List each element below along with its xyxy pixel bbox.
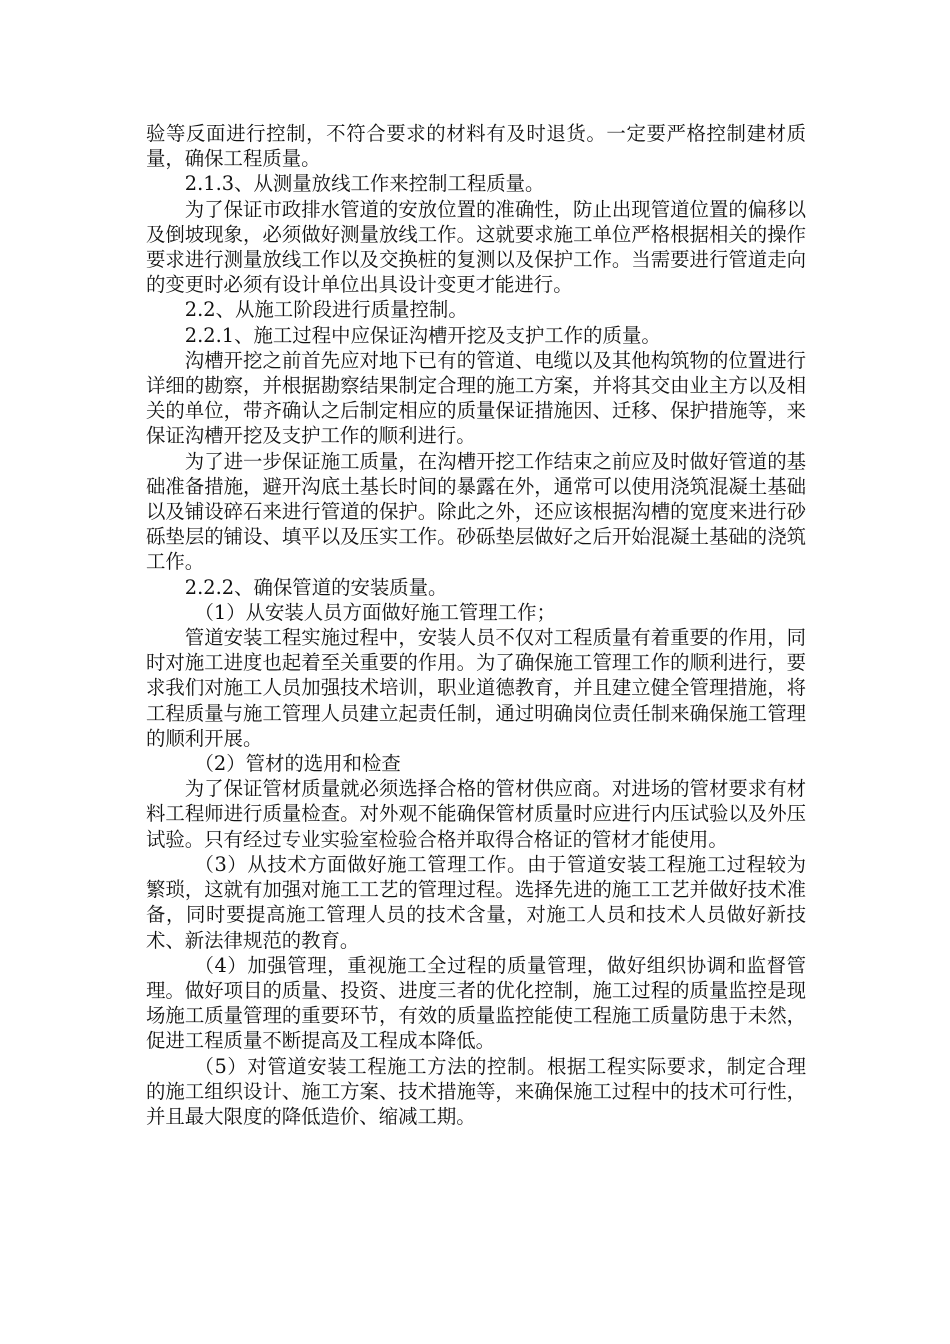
heading-2-2-1: 2.2.1、施工过程中应保证沟槽开挖及支护工作的质量。 [184,323,661,347]
list-item-2: （2）管材的选用和检查 [194,752,401,776]
heading-2-2: 2.2、从施工阶段进行质量控制。 [184,298,468,322]
heading-2-1-3: 2.1.3、从测量放线工作来控制工程质量。 [184,172,545,196]
paragraph: 管道安装工程实施过程中，安装人员不仅对工程质量有着重要的作用，同时对施工进度也起着至关重要的作用。为了确保施工管理工作的顺利进行，要求我们对施工人员加强技术培训，职业道德教育，并且建立健全管理措施，将工程质量与施工管理人员建立起责任制，通过明确岗位责任制来确保施工管理的顺利开展。 [146,626,806,750]
paragraph: 为了保证管材质量就必须选择合格的管材供应商。对进场的管材要求有材料工程师进行质量检查。对外观不能确保管材质量时应进行内压试验以及外压试验。只有经过专业实验室检验合格并取得合格证的管材才能使用。 [146,777,806,851]
document-body [146,121,806,1129]
paragraph: 为了保证市政排水管道的安放位置的准确性，防止出现管道位置的偏移以及倒坡现象，必须做好测量放线工作。这就要求施工单位严格根据相关的操作要求进行测量放线工作以及交换桩的复测以及保护工作。当需要进行管道走向的变更时必须有设计单位出具设计变更才能进行。 [146,197,806,297]
paragraph-continuation: 验等反面进行控制，不符合要求的材料有及时退货。一定要严格控制建材质量，确保工程质量。 [146,122,806,171]
heading-2-2-2: 2.2.2、确保管道的安装质量。 [184,575,448,599]
list-item-3: （3）从技术方面做好施工管理工作。由于管道安装工程施工过程较为繁琐，这就有加强对施工工艺的管理过程。选择先进的施工工艺并做好技术准备，同时要提高施工管理人员的技术含量，对施工人员和技术人员做好新技术、新法律规范的教育。 [146,852,806,952]
paragraph: 沟槽开挖之前首先应对地下已有的管道、电缆以及其他构筑物的位置进行详细的勘察，并根据勘察结果制定合理的施工方案，并将其交由业主方以及相关的单位，带齐确认之后制定相应的质量保证措施因、迁移、保护措施等，来保证沟槽开挖及支护工作的顺利进行。 [146,348,806,448]
list-item-5: （5）对管道安装工程施工方法的控制。根据工程实际要求，制定合理的施工组织设计、施工方案、技术措施等，来确保施工过程中的技术可行性，并且最大限度的降低造价、缩减工期。 [146,1054,806,1128]
list-item-4: （4）加强管理，重视施工全过程的质量管理，做好组织协调和监督管理。做好项目的质量、投资、进度三者的优化控制，施工过程的质量监控是现场施工质量管理的重要环节，有效的质量监控能使工程施工质量防患于未然，促进工程质量不断提高及工程成本降低。 [146,953,806,1053]
paragraph: 为了进一步保证施工质量，在沟槽开挖工作结束之前应及时做好管道的基础准备措施，避开沟底土基长时间的暴露在外，通常可以使用浇筑混凝土基础以及铺设碎石来进行管道的保护。除此之外，还应该根据沟槽的宽度来进行砂砾垫层的铺设、填平以及压实工作。砂砾垫层做好之后开始混凝土基础的浇筑工作。 [146,449,806,574]
list-item-1: （1）从安装人员方面做好施工管理工作； [194,600,556,624]
